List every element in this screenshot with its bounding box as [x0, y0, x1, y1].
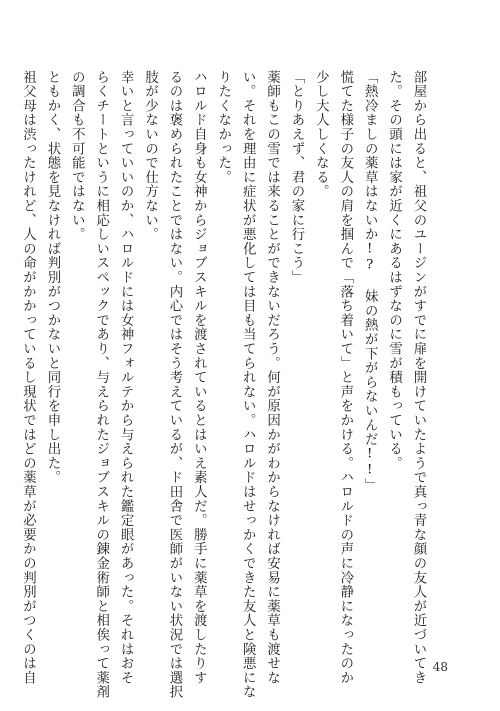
text-line: 薬師もこの雪では来ることができないだろう。何が原因かがわからなければ安易に薬草も渡せな — [264, 70, 280, 685]
text-line: 「とりあえず、君の家に行こう」 — [288, 70, 304, 285]
text-line: た。その頭には家が近くにあるはずなのに雪が積もっている。 — [386, 70, 402, 471]
text-line: の調合も不可能ではない。 — [69, 70, 85, 242]
text-line: 「熱冷ましの薬草はないか!? 妹の熱が下がらないんだ!!」 — [362, 70, 378, 493]
text-line: ハロルド自身も女神からジョブスキルを渡されているとはいえ素人だ。勝手に薬草を渡したりす — [191, 70, 207, 685]
text-line: 幸いと言っていいのか、ハロルドには女神フォルテから与えられた鑑定眼があった。それはおそ — [118, 70, 134, 685]
text-line: りたくなかった。 — [215, 70, 231, 185]
text-line: 祖父母は渋ったけれど、人の命がかかっているし現状ではどの薬草が必要かの判別がつくのは自 — [20, 70, 36, 685]
vertical-text-block — [15, 70, 430, 700]
text-line: ともかく、状態を見なければ判別がつかないと同行を申し出た。 — [44, 70, 60, 485]
text-line: 部屋から出ると、祖父のユージンがすでに扉を開けていたようで真っ青な顔の友人が近づいてき — [411, 70, 426, 685]
text-line: 少し大人しくなる。 — [313, 70, 329, 199]
page-number: 48 — [432, 660, 448, 674]
text-line: るのは褒められたことではない。内心ではそう考えているが、ド田舎で医師がいない状況では選択 — [166, 70, 182, 700]
text-line: 慌てた様子の友人の肩を掴んで「落ち着いて」と声をかける。ハロルドの声に冷静になったのか — [337, 70, 353, 685]
text-line: 肢が少ないので仕方ない。 — [142, 70, 158, 242]
text-line: らくチートというに相応しいスペックであり、与えられたジョブスキルの錬金術師と相俟って薬剤 — [93, 70, 109, 700]
text-line: い。それを理由に症状が悪化しては目も当てられない。ハロルドはせっかくできた友人と険悪にな — [240, 70, 256, 700]
